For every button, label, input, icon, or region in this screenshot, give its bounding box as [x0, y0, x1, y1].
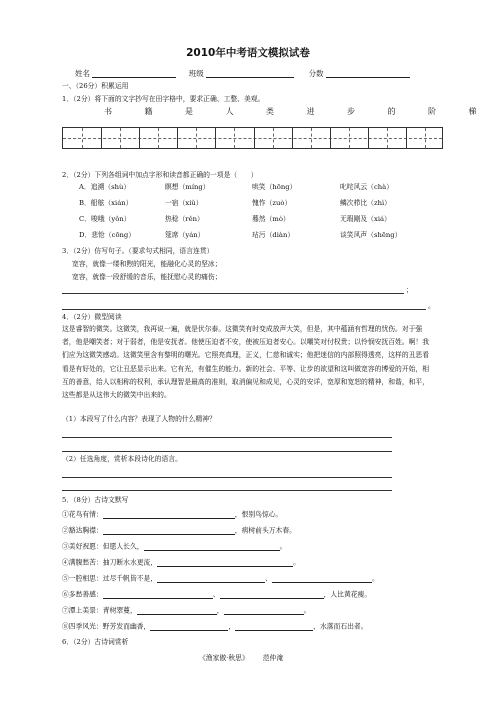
q1-characters [104, 107, 496, 117]
writing-grid[interactable] [62, 127, 443, 149]
q3-answer-line-2[interactable] [62, 309, 426, 310]
q1-char: 类 [266, 107, 274, 116]
score-label: 分数 [308, 69, 324, 78]
grid-divider [139, 128, 140, 148]
q5-item: ①花鸟有情： ，恨别鸟惊心。 [62, 510, 283, 519]
class-label: 班级 [188, 69, 204, 78]
q1-char: 进 [306, 107, 315, 116]
q2-option-b[interactable]: B．船舷（xián） 一宿（xiǔ） 愧怍（zuò） 鳞次栉比（zhì） [79, 199, 391, 207]
grid-divider [425, 128, 426, 148]
grid-divider [273, 128, 274, 148]
grid-divider [177, 128, 178, 148]
q2-stem: 2．（2分）下列各组词中加点字形和读音都正确的一项是（ ） [62, 171, 258, 179]
answer-blank[interactable] [235, 622, 313, 631]
answer-blank[interactable] [144, 542, 280, 551]
grid-divider [82, 128, 83, 148]
q4-sub-question-1: （1）本段写了什么内容？表现了人物的什么精神？ [62, 415, 216, 423]
q4-answer-line-4[interactable] [62, 490, 392, 491]
name-blank[interactable] [92, 69, 176, 78]
q4-stem: 4．（2分）微型阅读 [62, 313, 122, 321]
q1-char: 梯 [468, 107, 477, 116]
q1-char: 步 [347, 107, 355, 116]
grid-divider [368, 128, 369, 148]
score-blank[interactable] [326, 69, 410, 78]
q5-stem: 5．（8分）古诗文默写 [62, 496, 129, 504]
q4-sub-question-2: （2）任选角度，赏析本段诗化的语言。 [62, 455, 182, 463]
name-label: 姓名 [75, 69, 90, 78]
answer-blank[interactable] [137, 606, 217, 615]
grid-divider [349, 128, 350, 148]
q2-option-d[interactable]: D．悲怆（cōng） 筵席（yán） 玷污（diàn） 谈笑风声（shēng） [79, 231, 402, 239]
q3-end-1: ； [406, 286, 413, 294]
q3-end-2: 。 [428, 302, 435, 310]
poem-title: 《渔家傲·秋思》 范仲淹 [199, 654, 284, 662]
answer-blank[interactable] [157, 558, 293, 567]
answer-blank[interactable] [103, 526, 235, 535]
q4-answer-line-2[interactable] [62, 451, 392, 452]
q3-stem: 3．（2分）仿写句子。（要求句式相同，语言连贯） [62, 247, 214, 255]
grid-divider [292, 128, 293, 148]
grid-divider [330, 128, 331, 148]
q2-option-a[interactable]: A．追溯（shù） 瞑想（míng） 哄笑（hōng） 叱咤风云（chà） [79, 183, 394, 191]
answer-blank[interactable] [220, 590, 324, 599]
section-heading: 一、（26分）积累运用 [62, 82, 129, 90]
grid-divider [196, 128, 197, 148]
q1-char: 是 [185, 107, 193, 116]
grid-divider [101, 128, 102, 148]
grid-divider [215, 128, 216, 148]
q4-passage: 这是睿智的微笑。这微笑，我再说一遍，就是伏尔泰。这微笑有时变成放声大笑，但是，其中蕴涵有哲理的忧伤。对于强者，他是嘲笑者；对于弱者，他是安抚者。他使压迫者不安，使被压迫者安心。以嘲笑对付权贵；以怜悯安抚百姓。啊！我们应为这微笑感动。这微笑里含有黎明的曙光。它照亮真理，正义，仁慈和诚实；他把迷信的内部照得透亮，这样的丑恶看看是有好处的，它让丑恶显示出来。它有光，有催生的能力。新的社会、平等、让步的欲望和这叫做宽容的博爱的开始，相互的善意，给人以相称的权利，承认理智是最高的准则，取消偏见和成见，心灵的安详，宽厚和宽恕的精神，和谐，和平，这些都是从这伟大的微笑中出来的。 [62, 325, 430, 400]
header-fields [75, 69, 410, 78]
q5-item: ⑧四季风光：野芳发而幽香， ， ，水落而石出者。 [62, 622, 368, 631]
q1-char: 籍 [144, 107, 153, 116]
page-title: 2010年中考语文模拟试卷 [186, 47, 310, 59]
q1-char: 的 [387, 107, 396, 116]
grid-divider [387, 128, 388, 148]
q6-stem: 6．（2分）古诗词赏析 [62, 638, 129, 646]
q1-char: 阶 [428, 107, 436, 116]
grid-divider [311, 128, 312, 148]
q2-option-c[interactable]: C．唆哦（yǒn） 热稔（rěn） 蓦然（mò） 无瑕剛及（xiá） [79, 215, 391, 223]
q1-char: 人 [225, 107, 234, 116]
q5-item: ④满腹愁苦：抽刀断水水更流， 。 [62, 558, 300, 567]
q1-stem: 1．（2分）将下面的文字抄写在田字格中，要求正确、工整、美观。 [62, 95, 265, 103]
q3-example-1: 宽容，就像一缕和煦的阳光，能融化心灵的坚冰； [72, 260, 222, 268]
q4-answer-line-1[interactable] [62, 437, 392, 438]
q5-item: ③美好祝愿：但愿人长久， 。 [62, 542, 287, 551]
q5-item: ②豁达胸襟： ，病树前头万木春。 [62, 526, 296, 535]
grid-divider [254, 128, 255, 148]
answer-blank[interactable] [224, 606, 304, 615]
q5-item: ⑤一腔相思：过尽千帆皆不是， 、 。 [62, 574, 379, 583]
grid-divider [234, 128, 235, 148]
answer-blank[interactable] [103, 510, 235, 519]
q3-answer-line-1[interactable] [62, 293, 404, 294]
grid-divider [406, 128, 407, 148]
grid-divider [158, 128, 159, 148]
answer-blank[interactable] [272, 574, 372, 583]
q5-item: ⑦潭上美景：青树翠蔓， ， 。 [62, 606, 311, 615]
answer-blank[interactable] [157, 574, 265, 583]
q5-item: ⑥多愁善感： 、 ，人比黄花瘦。 [62, 590, 372, 599]
q3-example-2: 宽容，就像一段舒缓的音乐，能抚慰心灵的痛伤； [72, 273, 222, 281]
answer-blank[interactable] [150, 622, 228, 631]
grid-divider [120, 128, 121, 148]
q4-answer-line-3[interactable] [62, 477, 392, 478]
class-blank[interactable] [206, 69, 294, 78]
answer-blank[interactable] [103, 590, 213, 599]
q1-char: 书 [104, 107, 112, 116]
